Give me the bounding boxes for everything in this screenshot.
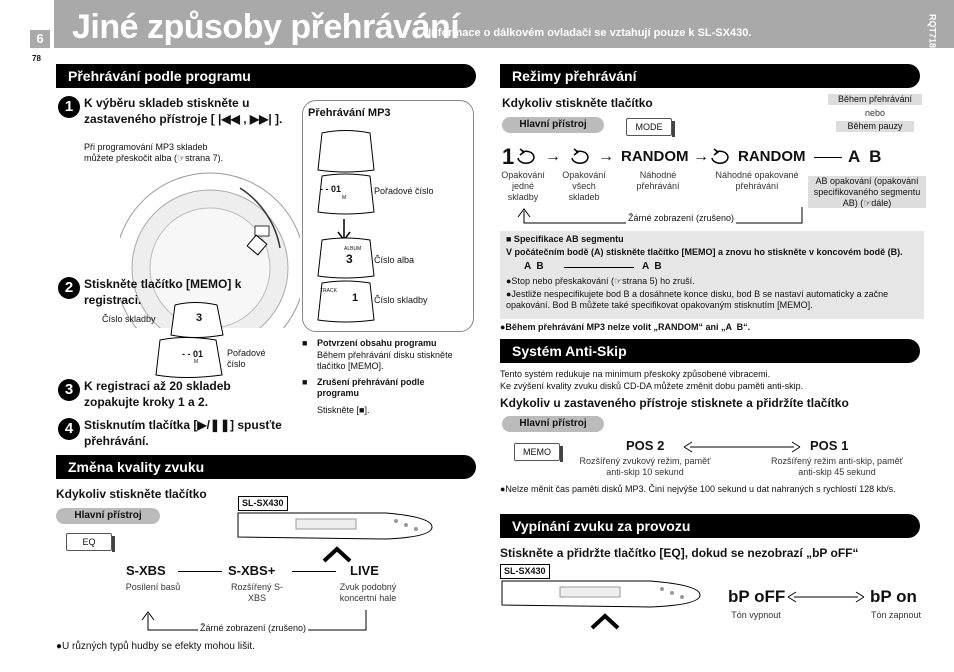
mp3-label-order: Pořadové číslo: [374, 186, 434, 196]
mode-caption-3: Náhodné přehrávání: [636, 170, 680, 191]
display-order-value: - - 01: [182, 349, 204, 359]
antiskip-p2: Ke zvýšení kvality zvuku disků CD-DA můžete změnit dobu paměti anti-skip.: [500, 381, 804, 391]
mode-caption-5: AB opakování (opakování specifikovaného segmentu AB) (☞dále): [808, 176, 926, 208]
repeat-random-icon: [708, 148, 734, 166]
step-2-title: Stiskněte tlačítko [MEMO] k registraci.: [84, 277, 242, 307]
eq-model-label: SL-SX430: [238, 496, 288, 511]
label-track-number: Číslo skladby: [102, 314, 156, 324]
step-2-number: 2: [58, 277, 80, 299]
arrow-2: [292, 571, 336, 572]
mp3-order-value: - - 01: [320, 184, 342, 194]
section-play-modes: Režimy přehrávání: [500, 64, 920, 88]
mp3-track-tag: TRACK: [320, 288, 337, 294]
step-3-number: 3: [58, 379, 80, 401]
modes-instruction: Kdykoliv stiskněte tlačítko: [502, 96, 653, 110]
step-1-note: Při programování MP3 skladeb můžete přeskočit alba (☞strana 7).: [84, 142, 224, 164]
eq-caption-3: Zvuk podobný koncertní hale: [339, 582, 397, 603]
eq-cancel-label: Žárné zobrazení (zrušeno): [200, 623, 307, 633]
display-track-value: 3: [196, 312, 203, 324]
header-note: Informace o dálkovém ovladači se vztahují pouze k SL-SX430.: [428, 27, 752, 39]
beep-off-caption: Tón vypnout: [731, 610, 781, 620]
mode-ab-repeat: A B: [848, 147, 882, 166]
antiskip-p1: Tento systém redukuje na minimum přeskoky způsobené vibracemi.: [500, 369, 771, 379]
section-beep-off: Vypínání zvuku za provozu: [500, 514, 920, 538]
eq-caption-2: Rozšířený S-XBS: [230, 582, 283, 603]
arrow-m2: →: [598, 148, 614, 165]
arrow-1: [178, 571, 222, 572]
memo-button[interactable]: MEMO: [514, 443, 560, 461]
remote-illustration-beep: [500, 577, 704, 609]
page-title: Jiné způsoby přehrávání: [72, 8, 460, 46]
eq-mode-3: LIVE: [350, 563, 379, 578]
confirm-title: Potvrzení obsahu programu: [317, 338, 437, 348]
mode-caption-4: Náhodné opakované přehrávání: [715, 170, 799, 191]
section-program-playback: Přehrávání podle programu: [56, 64, 476, 88]
mp3-memory-mark: M: [342, 195, 347, 201]
mp3-album-value: 3: [346, 252, 353, 266]
eq-unit-label: Hlavní přístroj: [56, 508, 160, 524]
mp3-album-tag: ALBUM: [344, 246, 362, 252]
display-memory-mark: M: [194, 359, 199, 365]
arrow-m1: →: [545, 148, 561, 165]
eq-note: ●U různých typů hudby se efekty mohou lišit.: [56, 641, 255, 652]
mp3-label-album: Číslo alba: [374, 255, 415, 265]
arrow-m3: →: [693, 148, 709, 165]
ab-bullet-1: ●Stop nebo přeskakování (☞strana 5) ho zruší.: [506, 276, 695, 286]
label-order-number: Pořadové číslo: [227, 348, 266, 370]
step-4-title: Stisknutím tlačítka [▶/❚❚] spusťte přehrávání.: [84, 418, 282, 448]
mp3-display-sequence: [310, 128, 380, 328]
eq-button[interactable]: EQ: [66, 533, 112, 551]
mp3-panel-title: Přehrávání MP3: [308, 107, 391, 119]
step-3-title: K registraci až 20 skladeb zopakujte kroky 1 a 2.: [84, 379, 231, 409]
ab-bullet-2: ●Jestliže nespecifikujete bod B a dosáhnete konce disku, bod B se nastaví automaticky a začne opakování. Bod B můžete také specifikovat opakovaným stisknutím [MEMO].: [506, 289, 889, 311]
press-hold-arrow-icon: [590, 612, 620, 632]
doc-code: RQT7186: [927, 14, 938, 54]
cancel-title: Zrušení přehrávání podle programu: [317, 377, 425, 399]
antiskip-unit-label: Hlavní přístroj: [502, 416, 604, 432]
page-number: 6: [30, 30, 50, 48]
mode-repeat-one-digit: 1: [502, 144, 515, 169]
modes-unit-label: Hlavní přístroj: [502, 117, 604, 133]
beep-model-label: SL-SX430: [500, 564, 550, 579]
pos2-label: POS 2: [626, 438, 665, 453]
eq-mode-2: S-XBS+: [228, 563, 276, 578]
display-track-shape: [165, 300, 225, 340]
beep-instruction: Stiskněte a přidržte tlačítko [EQ], dokud se nezobrazí „bP oFF“: [500, 546, 859, 560]
during-pause-label: Během pauzy: [836, 121, 914, 132]
step-1-number: 1: [58, 96, 80, 118]
pos-double-arrow: [682, 440, 802, 454]
pos2-caption: Rozšířený zvukový režim, paměť anti-skip 10 sekund: [579, 456, 711, 477]
mode-caption-1: Opakování jedné skladby: [501, 170, 545, 202]
ab-arrow: [564, 267, 634, 268]
beep-on-caption: Tón zapnout: [870, 610, 922, 620]
mode-random-repeat: RANDOM: [738, 148, 806, 165]
modes-cancel-label: Žárné zobrazení (zrušeno): [628, 213, 735, 223]
repeat-icon: [514, 148, 540, 166]
pos1-caption: Rozšířený režim anti-skip, paměť anti-skip 45 sekund: [771, 456, 903, 477]
step-1-title: K výběru skladeb stiskněte u zastaveného přístroje [ |◀◀ , ▶▶| ].: [84, 96, 283, 126]
antiskip-note: ●Nelze měnit čas paměti disků MP3. Činí nejvýše 100 sekund u dat nahraných s rychlostí 128 kb/s.: [500, 484, 896, 494]
page-sub-number: 78: [32, 54, 41, 63]
or-label: nebo: [864, 108, 886, 118]
repeat-all-icon: [568, 148, 594, 166]
mode-random: RANDOM: [621, 148, 689, 165]
confirm-text: Během přehrávání disku stiskněte tlačítko [MEMO].: [317, 350, 453, 372]
eq-caption-1: Posílení basů: [125, 582, 181, 592]
cancel-text: Stiskněte [■].: [317, 405, 370, 415]
eq-mode-1: S-XBS: [126, 563, 166, 578]
beep-double-arrow: [786, 590, 866, 604]
cancel-bullet: ■: [302, 377, 308, 387]
arrow-m4: [814, 157, 842, 158]
mp3-track-value: 1: [352, 292, 359, 304]
ab-to: A B: [642, 261, 662, 272]
mp3-label-track: Číslo skladby: [374, 295, 428, 305]
beep-off-display: bP oFF: [728, 587, 786, 606]
beep-on-display: bP on: [870, 587, 917, 606]
mode-button[interactable]: MODE: [626, 118, 672, 136]
remote-illustration-eq: [236, 509, 436, 541]
ab-note: ●Během přehrávání MP3 nelze volit „RANDOM“ ani „A B“.: [500, 322, 751, 332]
press-arrow-icon: [322, 545, 352, 565]
ab-line1: V počátečním bodě (A) stiskněte tlačítko [MEMO] a znovu ho stiskněte v koncovém bodě (B).: [506, 247, 903, 257]
during-playback-label: Během přehrávání: [828, 94, 922, 105]
ab-from: A B: [524, 261, 544, 272]
section-anti-skip: Systém Anti-Skip: [500, 339, 920, 363]
antiskip-instruction: Kdykoliv u zastaveného přístroje stisknete a přidržíte tlačítko: [500, 396, 849, 410]
step-4-number: 4: [58, 418, 80, 440]
pos1-label: POS 1: [810, 438, 849, 453]
section-sound-quality: Změna kvality zvuku: [56, 455, 476, 479]
ab-title: ■ Specifikace AB segmentu: [506, 234, 624, 244]
eq-instruction: Kdykoliv stiskněte tlačítko: [56, 487, 207, 501]
mode-caption-2: Opakování všech skladeb: [562, 170, 606, 202]
confirm-bullet: ■: [302, 338, 308, 348]
